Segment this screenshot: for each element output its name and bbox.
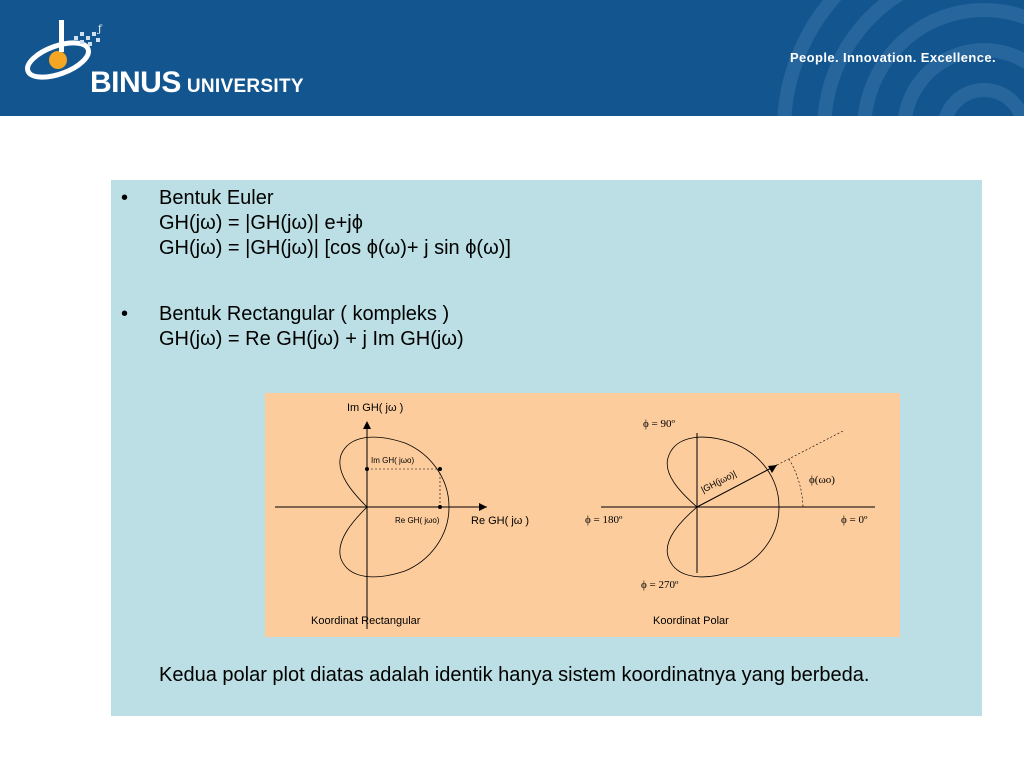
re-point-label: Re GH( jωo) — [395, 516, 440, 525]
conclusion-text: Kedua polar plot diatas adalah identik hanya sistem koordinatnya yang berbeda. — [159, 664, 870, 686]
point-re — [438, 505, 442, 509]
angle-90-label: ϕ = 90º — [643, 418, 675, 430]
angle-180-label: ϕ = 180º — [585, 514, 623, 526]
slide-content — [111, 180, 982, 716]
logo-main-text: BINUS — [90, 66, 181, 99]
polar-plot — [585, 418, 875, 627]
point-im — [365, 467, 369, 471]
rectangular-caption: Koordinat Rectangular — [311, 615, 421, 627]
point-omega-o — [438, 467, 442, 471]
im-axis-arrow-icon — [363, 421, 371, 429]
tagline: People. Innovation. Excellence. — [789, 50, 996, 65]
re-axis-arrow-icon — [479, 503, 487, 511]
phase-arc — [789, 459, 803, 507]
im-point-label: Im GH( jωo) — [371, 456, 415, 465]
phase-label: ϕ(ωo) — [809, 474, 835, 486]
svg-text:ƒ: ƒ — [98, 24, 102, 35]
bullet-marker: • — [121, 303, 129, 325]
polar-caption: Koordinat Polar — [653, 615, 729, 627]
plot-diagram — [265, 393, 900, 637]
logo-text — [90, 68, 304, 98]
euler-formula-2: GH(jω) = |GH(jω)| [cos ϕ(ω)+ j sin ϕ(ω)] — [159, 237, 511, 259]
rectangular-formula: GH(jω) = Re GH(jω) + j Im GH(jω) — [159, 328, 464, 350]
angle-0-label: ϕ = 0º — [841, 514, 868, 526]
rectangular-plot — [275, 402, 529, 629]
polar-plot-figure — [265, 393, 900, 637]
re-axis-label: Re GH( jω ) — [471, 515, 530, 527]
bullet-marker: • — [121, 187, 129, 209]
logo-sub-text: UNIVERSITY — [186, 76, 304, 97]
header-banner — [0, 0, 1024, 116]
bullet1-title: Bentuk Euler — [159, 187, 274, 209]
binus-logo[interactable] — [18, 18, 308, 103]
angle-270-label: ϕ = 270º — [641, 579, 679, 591]
bullet2-title: Bentuk Rectangular ( kompleks ) — [159, 303, 450, 325]
magnitude-label: |GH(jωo)| — [699, 468, 738, 495]
im-axis-label: Im GH( jω ) — [347, 402, 404, 414]
euler-formula-1: GH(jω) = |GH(jω)| e+jϕ — [159, 212, 363, 234]
vector-extension-line — [777, 431, 843, 465]
